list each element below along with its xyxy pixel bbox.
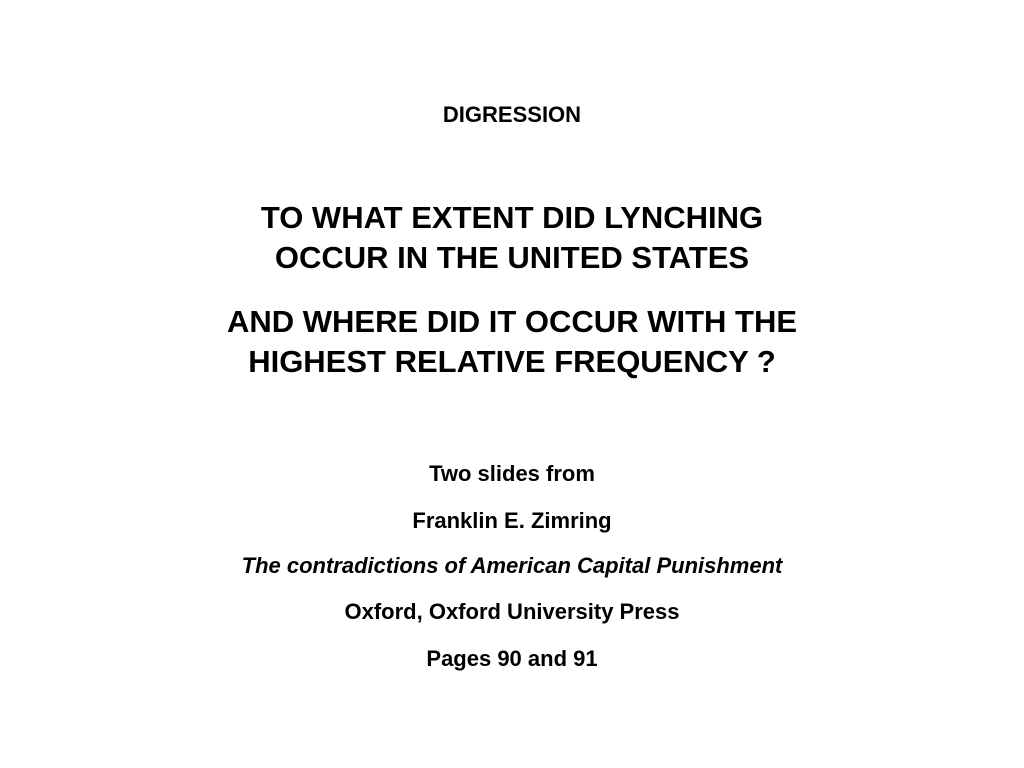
source-intro: Two slides from — [429, 461, 595, 486]
slide-label: DIGRESSION — [442, 102, 582, 127]
source-book-title: The contradictions of American Capital Punishment — [241, 553, 783, 578]
question-line-4: HIGHEST RELATIVE FREQUENCY ? — [248, 344, 776, 379]
question-line-2: OCCUR IN THE UNITED STATES — [274, 240, 750, 275]
source-pages: Pages 90 and 91 — [426, 646, 598, 671]
question-line-3: AND WHERE DID IT OCCUR WITH THE — [226, 304, 798, 339]
source-author: Franklin E. Zimring — [412, 508, 612, 533]
question-line-1: TO WHAT EXTENT DID LYNCHING — [260, 200, 764, 235]
source-publisher: Oxford, Oxford University Press — [344, 599, 680, 624]
